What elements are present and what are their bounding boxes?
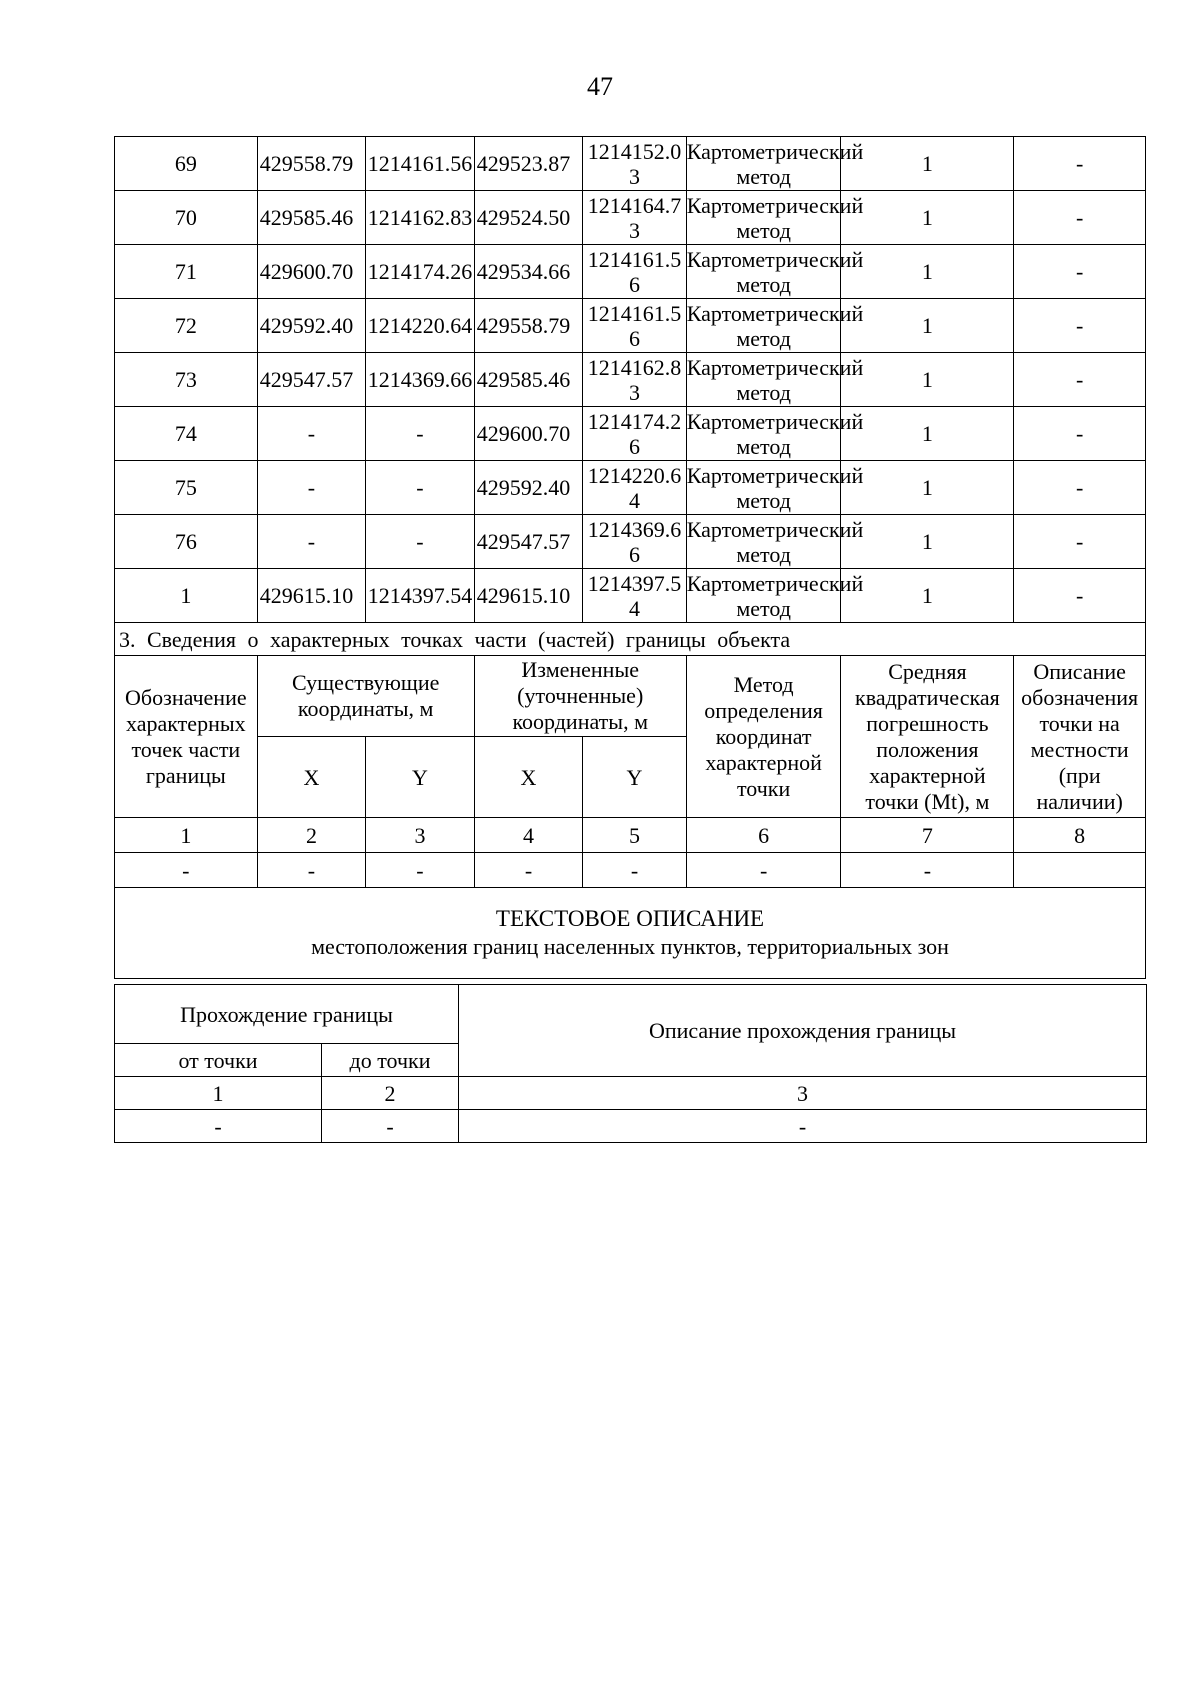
- section-3-title: 3. Сведения о характерных точках части (частей) границы объекта: [115, 623, 1146, 656]
- table-cell: -: [115, 1110, 322, 1143]
- existing-x-cell: -: [257, 407, 366, 461]
- header-method: Метод определения координат характерной точки: [686, 656, 841, 818]
- text-description-title: ТЕКСТОВОЕ ОПИСАНИЕ: [495, 906, 765, 931]
- existing-y-cell: 1214161.56: [366, 137, 475, 191]
- changed-x-cell: 429615.10: [474, 569, 583, 623]
- column-number: 4: [474, 818, 583, 853]
- column-number: 7: [841, 818, 1014, 853]
- existing-x-cell: 429615.10: [257, 569, 366, 623]
- method-cell: Картометрический метод: [686, 300, 864, 351]
- changed-y-cell: 1214161.56: [583, 299, 687, 353]
- header-existing-coordinates: Существующие координаты, м: [257, 656, 474, 737]
- point-number-cell: 70: [115, 191, 258, 245]
- changed-y-cell: 1214162.83: [583, 353, 687, 407]
- header-description: Описание обозначения точки на местности (при наличии): [1014, 656, 1146, 818]
- page-number: 47: [587, 72, 613, 101]
- table-cell: -: [366, 853, 475, 888]
- existing-y-cell: -: [366, 515, 475, 569]
- existing-x-cell: -: [257, 461, 366, 515]
- existing-x-cell: 429547.57: [257, 353, 366, 407]
- header-boundary-description: Описание прохождения границы: [459, 985, 1147, 1077]
- description-cell: -: [1014, 245, 1146, 299]
- column-number: 6: [686, 818, 841, 853]
- table-row: [115, 137, 1146, 191]
- column-numbers-row: [115, 818, 1146, 853]
- table-cell: [1014, 853, 1146, 888]
- existing-y-cell: 1214162.83: [366, 191, 475, 245]
- changed-x-cell: 429547.57: [474, 515, 583, 569]
- description-cell: -: [1014, 407, 1146, 461]
- description-cell: -: [1014, 353, 1146, 407]
- point-number-cell: 69: [115, 137, 258, 191]
- changed-x-cell: 429534.66: [474, 245, 583, 299]
- table-cell: -: [257, 853, 366, 888]
- table-row: [115, 461, 1146, 515]
- changed-x-cell: 429558.79: [474, 299, 583, 353]
- error-value-cell: 1: [841, 569, 1014, 623]
- table-row: [115, 353, 1146, 407]
- header-changed-x: X: [474, 737, 583, 818]
- error-value-cell: 1: [841, 461, 1014, 515]
- header-boundary-passage: Прохождение границы: [115, 985, 459, 1044]
- existing-y-cell: 1214397.54: [366, 569, 475, 623]
- point-number-cell: 1: [115, 569, 258, 623]
- header-existing-x: X: [257, 737, 366, 818]
- method-cell: Картометрический метод: [686, 246, 864, 297]
- boundary-description-table: [114, 984, 1147, 1143]
- existing-y-cell: -: [366, 461, 475, 515]
- column-number: 5: [583, 818, 687, 853]
- changed-x-cell: 429600.70: [474, 407, 583, 461]
- changed-y-cell: 1214152.03: [583, 137, 687, 191]
- description-cell: -: [1014, 137, 1146, 191]
- method-cell: Картометрический метод: [686, 516, 864, 567]
- table-row: [115, 407, 1146, 461]
- changed-y-cell: 1214174.26: [583, 407, 687, 461]
- description-cell: -: [1014, 569, 1146, 623]
- existing-y-cell: 1214369.66: [366, 353, 475, 407]
- empty-data-row: [115, 853, 1146, 888]
- changed-y-cell: 1214220.64: [583, 461, 687, 515]
- error-value-cell: 1: [841, 407, 1014, 461]
- error-value-cell: 1: [841, 245, 1014, 299]
- column-number: 8: [1014, 818, 1146, 853]
- table-row: [115, 569, 1146, 623]
- column-number: 3: [459, 1077, 1147, 1110]
- changed-y-cell: 1214161.56: [583, 245, 687, 299]
- column-number: 3: [366, 818, 475, 853]
- method-cell: Картометрический метод: [686, 138, 864, 189]
- description-cell: -: [1014, 461, 1146, 515]
- existing-y-cell: 1214174.26: [366, 245, 475, 299]
- description-cell: -: [1014, 299, 1146, 353]
- error-value-cell: 1: [841, 299, 1014, 353]
- changed-y-cell: 1214369.66: [583, 515, 687, 569]
- changed-x-cell: 429524.50: [474, 191, 583, 245]
- header-from-point: от точки: [115, 1044, 322, 1077]
- coordinates-table: [114, 136, 1146, 979]
- header-changed-y: Y: [583, 737, 687, 818]
- header-changed-coordinates: Измененные (уточненные) координаты, м: [474, 656, 686, 737]
- table-cell: -: [686, 853, 841, 888]
- error-value-cell: 1: [841, 191, 1014, 245]
- table-cell: -: [583, 853, 687, 888]
- changed-x-cell: 429585.46: [474, 353, 583, 407]
- changed-x-cell: 429523.87: [474, 137, 583, 191]
- point-number-cell: 75: [115, 461, 258, 515]
- changed-x-cell: 429592.40: [474, 461, 583, 515]
- error-value-cell: 1: [841, 515, 1014, 569]
- table-cell: -: [841, 853, 1014, 888]
- coordinates-table-body: [115, 137, 1146, 623]
- table-row: [115, 245, 1146, 299]
- existing-x-cell: 429600.70: [257, 245, 366, 299]
- table-row: [115, 515, 1146, 569]
- text-description-header: [115, 888, 1146, 979]
- method-cell: Картометрический метод: [686, 192, 864, 243]
- header-existing-y: Y: [366, 737, 475, 818]
- column-number: 2: [322, 1077, 459, 1110]
- column-number: 2: [257, 818, 366, 853]
- table-cell: -: [459, 1110, 1147, 1143]
- existing-x-cell: -: [257, 515, 366, 569]
- table-cell: -: [115, 853, 258, 888]
- error-value-cell: 1: [841, 353, 1014, 407]
- table-row: [115, 299, 1146, 353]
- existing-y-cell: -: [366, 407, 475, 461]
- description-cell: -: [1014, 191, 1146, 245]
- method-cell: Картометрический метод: [686, 570, 864, 621]
- existing-x-cell: 429592.40: [257, 299, 366, 353]
- existing-x-cell: 429558.79: [257, 137, 366, 191]
- point-number-cell: 71: [115, 245, 258, 299]
- existing-x-cell: 429585.46: [257, 191, 366, 245]
- text-description-subtitle: местоположения границ населенных пунктов, территориальных зон: [311, 934, 949, 959]
- point-number-cell: 73: [115, 353, 258, 407]
- table-cell: -: [474, 853, 583, 888]
- point-number-cell: 76: [115, 515, 258, 569]
- header-to-point: до точки: [322, 1044, 459, 1077]
- table-cell: -: [322, 1110, 459, 1143]
- table-row: [115, 191, 1146, 245]
- method-cell: Картометрический метод: [686, 354, 864, 405]
- method-cell: Картометрический метод: [686, 462, 864, 513]
- column-number: 1: [115, 818, 258, 853]
- changed-y-cell: 1214164.73: [583, 191, 687, 245]
- point-number-cell: 72: [115, 299, 258, 353]
- description-cell: -: [1014, 515, 1146, 569]
- header-designation: Обозначение характерных точек части границы: [115, 656, 258, 818]
- header-error: Средняя квадратическая погрешность положения характерной точки (Mt), м: [841, 656, 1014, 818]
- column-number: 1: [115, 1077, 322, 1110]
- error-value-cell: 1: [841, 137, 1014, 191]
- point-number-cell: 74: [115, 407, 258, 461]
- changed-y-cell: 1214397.54: [583, 569, 687, 623]
- method-cell: Картометрический метод: [686, 408, 864, 459]
- existing-y-cell: 1214220.64: [366, 299, 475, 353]
